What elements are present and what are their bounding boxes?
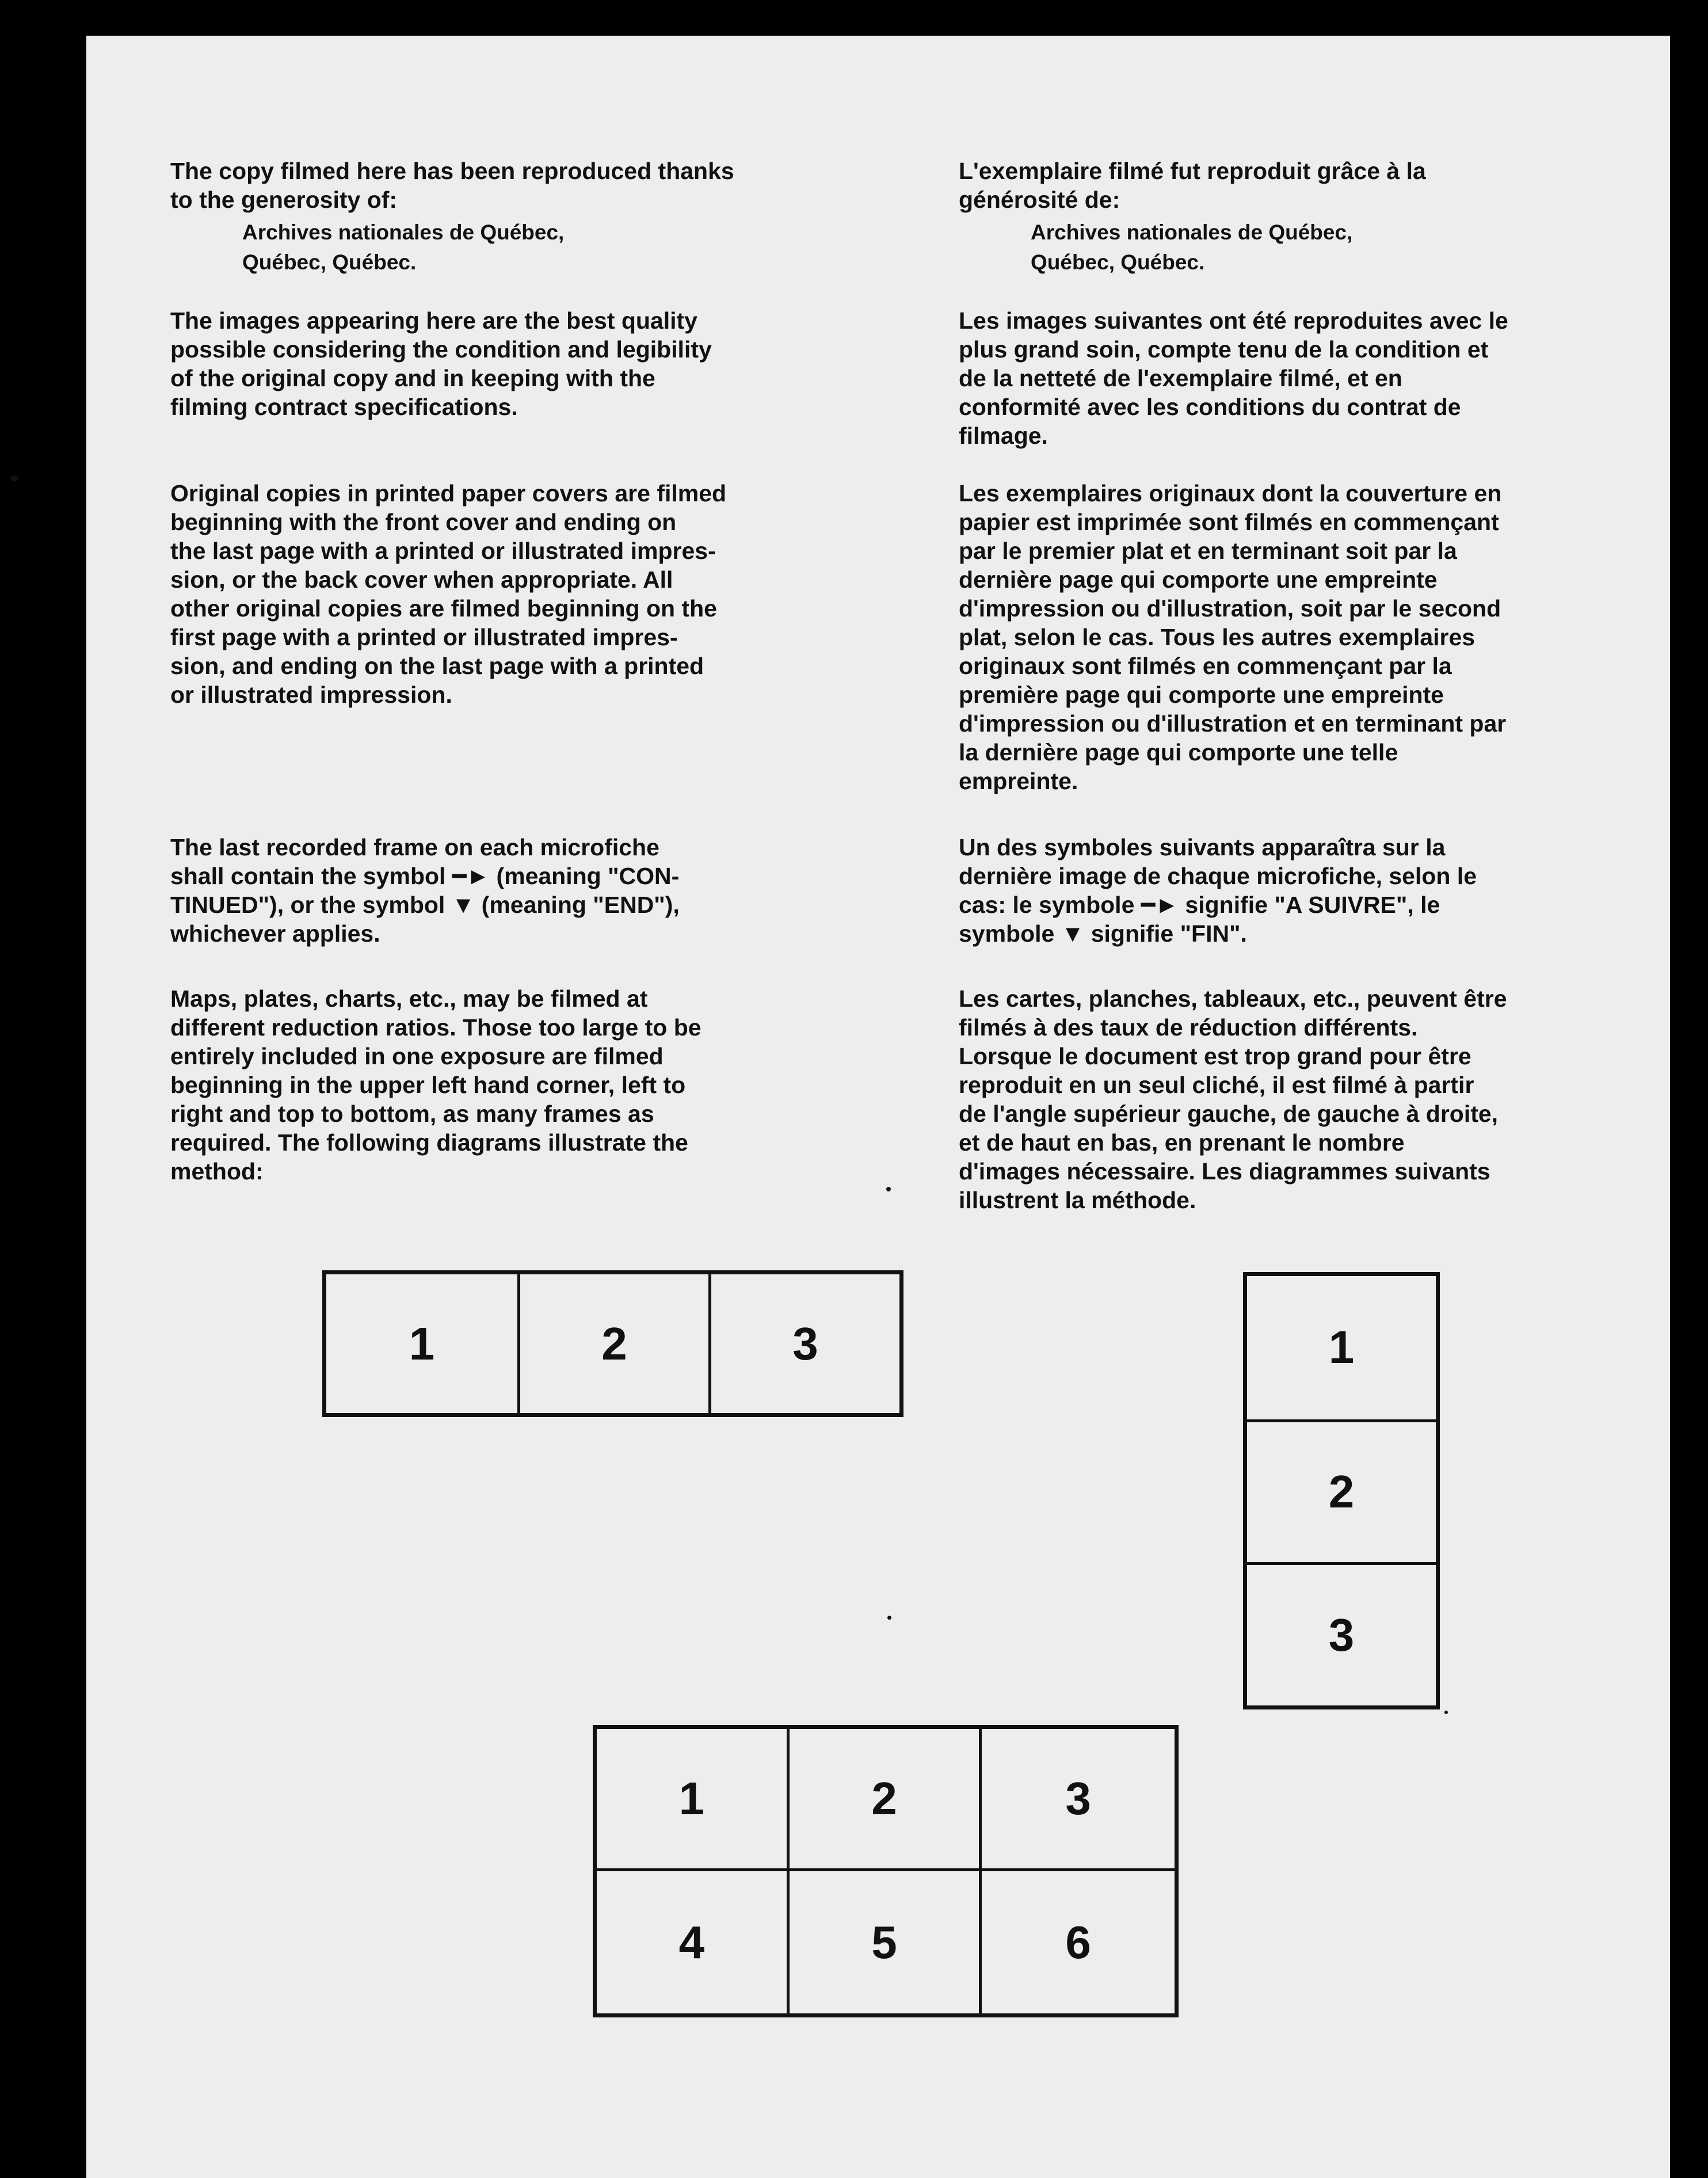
english-quality-paragraph: The images appearing here are the best quality possible considering the condition and legibility of the original copy and in keeping with the filming contract specifications. bbox=[170, 307, 712, 420]
vertical-frames-diagram bbox=[1243, 1272, 1440, 1709]
french-thanks: L'exemplaire filmé fut reproduit grâce à la générosité de: Archives nationales de Québec, Québec, Québec. bbox=[959, 128, 1684, 306]
french-symbols-paragraph: Un des symboles suivants apparaîtra sur la dernière image de chaque microfiche, selon le cas: le symbole ━► signifie "A SUIVRE", le symbole ▼ signifie "FIN". bbox=[959, 834, 1477, 947]
frame-cell: 2 bbox=[1247, 1419, 1436, 1563]
frame-cell: 5 bbox=[790, 1871, 982, 2013]
microfiche-target-page bbox=[86, 36, 1670, 2178]
french-maps-paragraph: Les cartes, planches, tableaux, etc., peuvent être filmés à des taux de réduction différents. Lorsque le document est trop grand pour être reproduit en un seul cliché, il est filmé à partir de l'angle supérieur gauche, de gauche à droite, et de haut en bas, en prenant le nombre d'images nécessaire. Les diagrammes suivants illustrent la méthode. bbox=[959, 985, 1507, 1213]
frame-cell: 3 bbox=[982, 1729, 1175, 1871]
frame-cell: 3 bbox=[1247, 1562, 1436, 1705]
frame-cell: 6 bbox=[1065, 1916, 1091, 1968]
english-covers-paragraph: Original copies in printed paper covers are filmed beginning with the front cover and ending on the last page with a printed or illustrated impres- sion, or the back cover when appropriate. All other original copies are filmed beginning on the first page with a printed or illustrated impres- sion, and ending on the last page with a printed or illustrated impression. bbox=[170, 480, 727, 708]
dust-speck bbox=[886, 1187, 891, 1191]
frame-cell: 4 bbox=[597, 1871, 790, 2013]
french-covers-paragraph: Les exemplaires originaux dont la couverture en papier est imprimée sont filmés en commençant par le premier plat et en terminant soit par la dernière page qui comporte une empreinte d'impression ou d'illustration, soit par le second plat, selon le cas. Tous les autres exemplaires originaux sont filmés en commençant par la première page qui comporte une empreinte d'impression ou d'illustration et en terminant par la dernière page qui comporte une telle empreinte. bbox=[959, 480, 1507, 794]
frame-cell: 1 bbox=[409, 1318, 435, 1369]
french-credit: Archives nationales de Québec, Québec, Québec. bbox=[1031, 220, 1353, 274]
frame-cell: 1 bbox=[1328, 1322, 1355, 1373]
film-speck bbox=[10, 475, 18, 481]
english-credit: Archives nationales de Québec, Québec, Québec. bbox=[242, 220, 565, 274]
frame-cell: 2 bbox=[517, 1274, 708, 1413]
english-symbols-paragraph: The last recorded frame on each microfiche shall contain the symbol ━► (meaning "CON- TINUED"), or the symbol ▼ (meaning "END"), whichever applies. bbox=[170, 834, 680, 947]
frame-cell: 3 bbox=[708, 1274, 899, 1413]
english-maps-paragraph: Maps, plates, charts, etc., may be filmed at different reduction ratios. Those too large to be entirely included in one exposure are filmed beginning in the upper left hand corner, left to right and top to bottom, as many frames as required. The following diagrams illustrate the method: bbox=[170, 985, 702, 1185]
french-quality-paragraph: Les images suivantes ont été reproduites avec le plus grand soin, compte tenu de la condition et de la netteté de l'exemplaire filmé, et en conformité avec les conditions du contrat de filmage. bbox=[959, 307, 1508, 449]
dust-speck bbox=[887, 1616, 891, 1620]
grid-frames-diagram bbox=[593, 1725, 1179, 2017]
horizontal-frames-diagram bbox=[322, 1270, 903, 1417]
frame-cell: 2 bbox=[790, 1729, 982, 1871]
dust-speck bbox=[1444, 1711, 1448, 1714]
frame-cell: 1 bbox=[597, 1729, 790, 1871]
english-thanks: The copy filmed here has been reproduced thanks to the generosity of: Archives nationales de Québec, Québec, Québec. bbox=[170, 128, 826, 306]
